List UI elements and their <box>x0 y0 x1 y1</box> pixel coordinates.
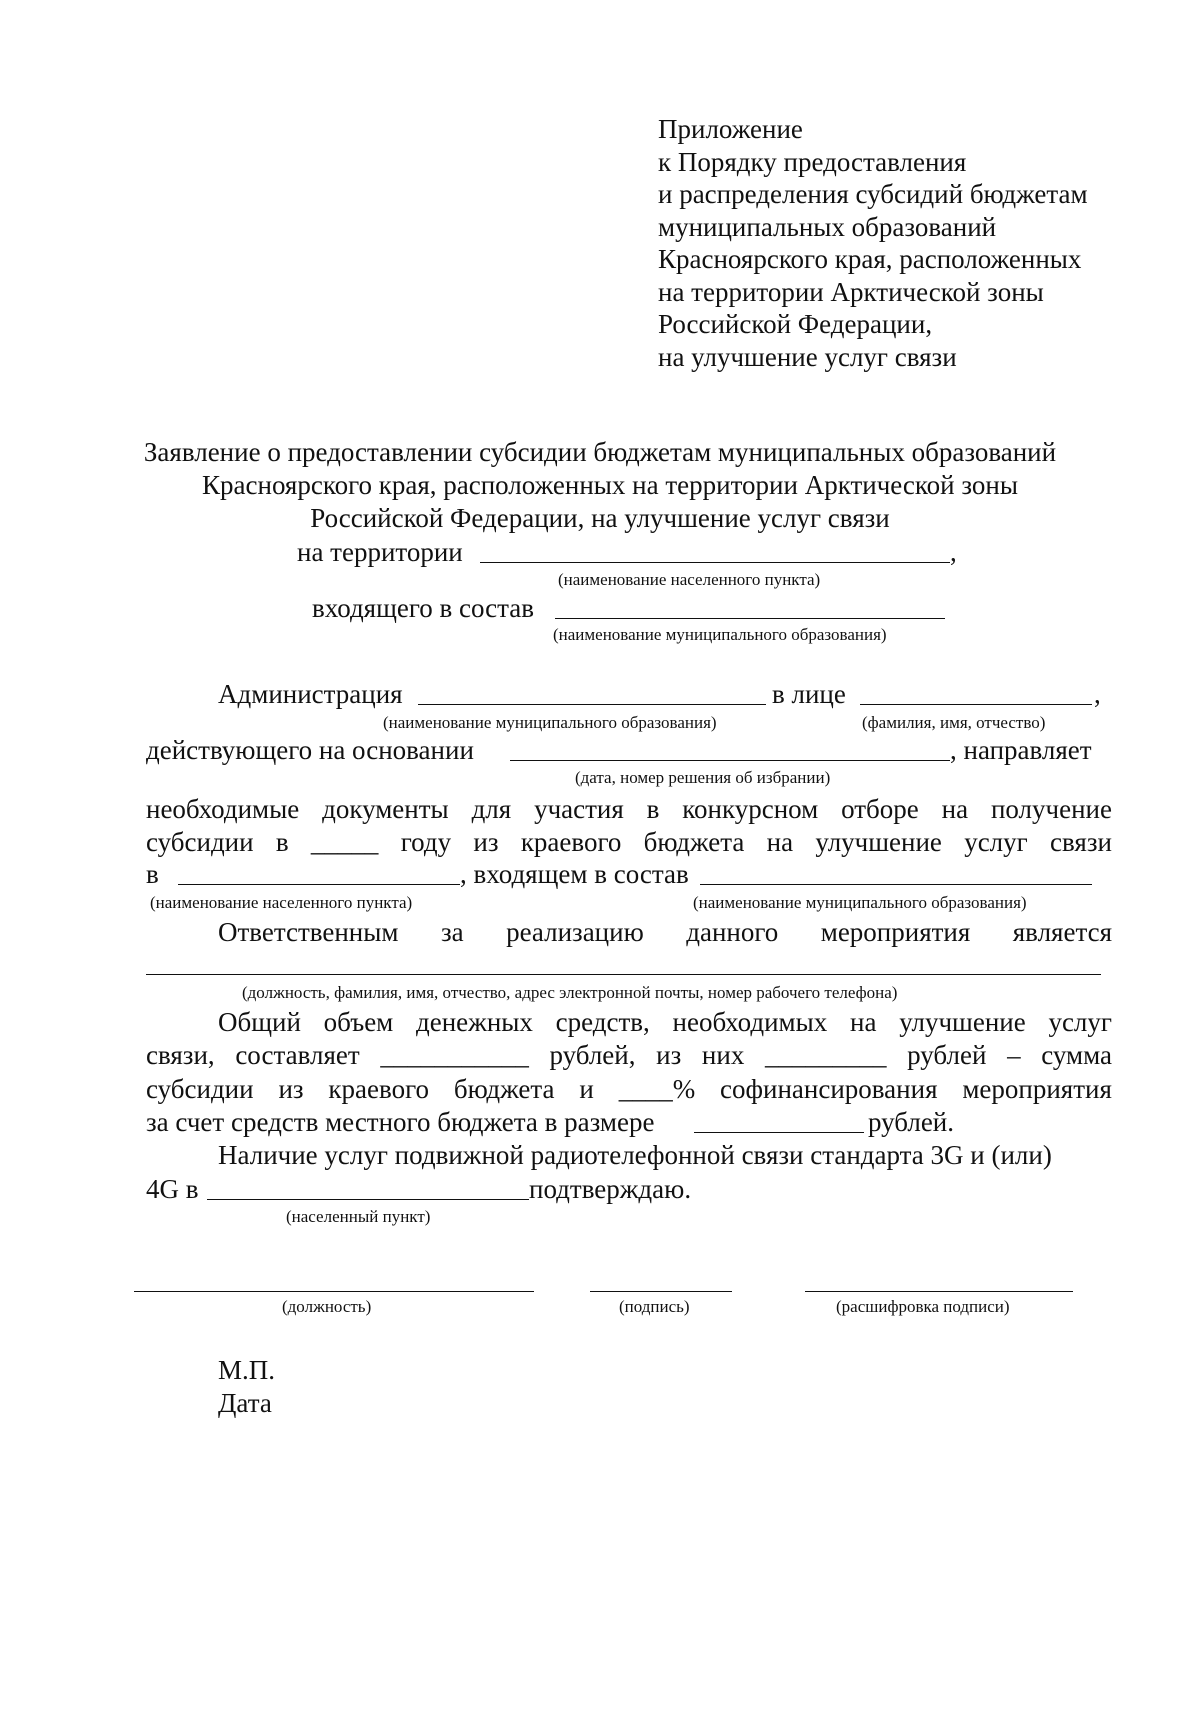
word: является <box>1012 917 1112 947</box>
word: улучшение <box>815 827 942 857</box>
word: рублей, <box>549 1040 636 1070</box>
word: отборе <box>841 794 919 824</box>
settlement-hint: (наименование населенного пункта) <box>150 893 413 912</box>
mobile-settlement-field[interactable] <box>207 1199 529 1200</box>
admin-hint: (наименование муниципального образования) <box>383 713 717 732</box>
territory-comma: , <box>950 537 957 567</box>
title-line: Заявление о предоставлении субсидии бюджетам муниципальных образований <box>143 437 1057 467</box>
word: и <box>579 1074 594 1104</box>
appendix-line: и распределения субсидий бюджетам <box>658 179 1088 209</box>
word: из <box>278 1074 304 1104</box>
admin-label: Администрация <box>218 679 403 709</box>
word: софинансирования <box>720 1074 938 1104</box>
acting-field[interactable] <box>510 760 950 761</box>
word: необходимых <box>672 1007 828 1037</box>
territory-label: на территории <box>297 537 463 567</box>
includes-field[interactable] <box>555 618 945 619</box>
signature-line[interactable] <box>590 1291 732 1292</box>
word: услуг <box>1048 1007 1112 1037</box>
appendix-line: Российской Федерации, <box>658 309 933 339</box>
title-line: Красноярского края, расположенных на территории Арктической зоны <box>202 470 1018 500</box>
signature-hint: (подпись) <box>619 1297 690 1316</box>
word: краевого <box>328 1074 429 1104</box>
word: в <box>646 794 660 824</box>
appendix-line: на территории Арктической зоны <box>658 276 1044 307</box>
word: _____ <box>310 827 379 857</box>
word: мероприятия <box>962 1074 1112 1104</box>
line5-v: в <box>146 859 159 889</box>
word: данного <box>686 917 779 947</box>
includes-label: входящего в состав <box>312 593 535 623</box>
word: улучшение <box>899 1007 1026 1037</box>
local-budget-field[interactable] <box>694 1132 864 1133</box>
word: – <box>1007 1040 1021 1070</box>
word: бюджета <box>643 827 745 857</box>
funds-line-3 <box>146 1073 1112 1105</box>
appendix-line: муниципальных образований <box>658 211 997 242</box>
word: участия <box>534 794 624 824</box>
appendix-line: Приложение <box>658 114 803 144</box>
title-line: Российской Федерации, на улучшение услуг связи <box>310 503 890 533</box>
document-title <box>0 436 1200 535</box>
appendix-line: Красноярского края, расположенных <box>658 244 1082 274</box>
word: за <box>440 917 464 947</box>
word: связи, <box>146 1040 215 1070</box>
word: краевого <box>520 827 622 857</box>
responsible-field[interactable] <box>146 974 1101 975</box>
mobile-confirm: подтверждаю. <box>529 1174 692 1204</box>
position-hint: (должность) <box>282 1297 372 1316</box>
line5-mid: , входящем в состав <box>460 859 689 889</box>
responsible-line <box>218 916 1112 948</box>
word: составляет <box>235 1040 360 1070</box>
word: из <box>656 1040 682 1070</box>
stamp-label: М.П. <box>218 1355 276 1385</box>
funds-line-2 <box>146 1039 1112 1071</box>
decode-hint: (расшифровка подписи) <box>836 1297 1010 1316</box>
in-person-label: в лице <box>772 679 846 709</box>
word: услуг <box>964 827 1028 857</box>
word: связи <box>1050 827 1112 857</box>
word: Общий <box>218 1007 301 1037</box>
date-label: Дата <box>218 1388 272 1418</box>
responsible-hint: (должность, фамилия, имя, отчество, адрес электронной почты, номер рабочего телефона) <box>242 983 898 1002</box>
word: конкурсном <box>682 794 819 824</box>
person-field[interactable] <box>860 704 1092 705</box>
mobile-hint: (населенный пункт) <box>286 1207 431 1226</box>
word: получение <box>990 794 1112 824</box>
word: бюджета <box>453 1074 555 1104</box>
person-hint: (фамилия, имя, отчество) <box>862 713 1046 732</box>
word: денежных <box>416 1007 533 1037</box>
mobile-line-1: Наличие услуг подвижной радиотелефонной связи стандарта 3G и (или) <box>218 1140 1052 1170</box>
territory-field[interactable] <box>480 562 950 563</box>
funds-line-1 <box>218 1006 1112 1038</box>
word: реализацию <box>506 917 644 947</box>
appendix-block <box>658 113 1088 373</box>
funds-line-4a: за счет средств местного бюджета в размере <box>146 1107 655 1137</box>
sends-label: , направляет <box>950 735 1092 765</box>
includes-hint: (наименование муниципального образования) <box>553 625 887 644</box>
admin-field[interactable] <box>418 704 766 705</box>
word: объем <box>323 1007 394 1037</box>
word: субсидии <box>146 1074 254 1104</box>
appendix-line: к Порядку предоставления <box>658 146 967 177</box>
municipality-field[interactable] <box>700 884 1092 885</box>
subsidy-year-line <box>146 826 1112 858</box>
word: на <box>850 1007 877 1037</box>
word: в <box>275 827 289 857</box>
settlement-field[interactable] <box>178 884 460 885</box>
word: рублей <box>907 1040 987 1070</box>
funds-line-4b: рублей. <box>868 1107 955 1137</box>
word: ___________ <box>380 1040 529 1070</box>
mobile-4g: 4G в <box>146 1174 199 1204</box>
municipality-hint: (наименование муниципального образования) <box>693 893 1027 912</box>
word: году <box>400 827 452 857</box>
word: средств, <box>555 1007 650 1037</box>
word: ____% <box>618 1074 696 1104</box>
word: для <box>471 794 512 824</box>
word: сумма <box>1041 1040 1112 1070</box>
word: субсидии <box>146 827 254 857</box>
acting-hint: (дата, номер решения об избрании) <box>575 768 831 787</box>
word: на <box>766 827 794 857</box>
territory-hint: (наименование населенного пункта) <box>558 570 821 589</box>
decode-signature-line[interactable] <box>805 1291 1073 1292</box>
word: необходимые <box>146 794 300 824</box>
word: на <box>941 794 969 824</box>
acting-label: действующего на основании <box>146 735 474 765</box>
appendix-line: на улучшение услуг связи <box>658 341 957 372</box>
documents-line <box>146 793 1112 825</box>
word: них <box>701 1040 745 1070</box>
position-signature-line[interactable] <box>134 1291 534 1292</box>
word: Ответственным <box>218 917 399 947</box>
word: _________ <box>764 1040 887 1070</box>
word: документы <box>322 794 449 824</box>
word: из <box>473 827 499 857</box>
word: мероприятия <box>820 917 971 947</box>
admin-comma: , <box>1094 679 1101 709</box>
